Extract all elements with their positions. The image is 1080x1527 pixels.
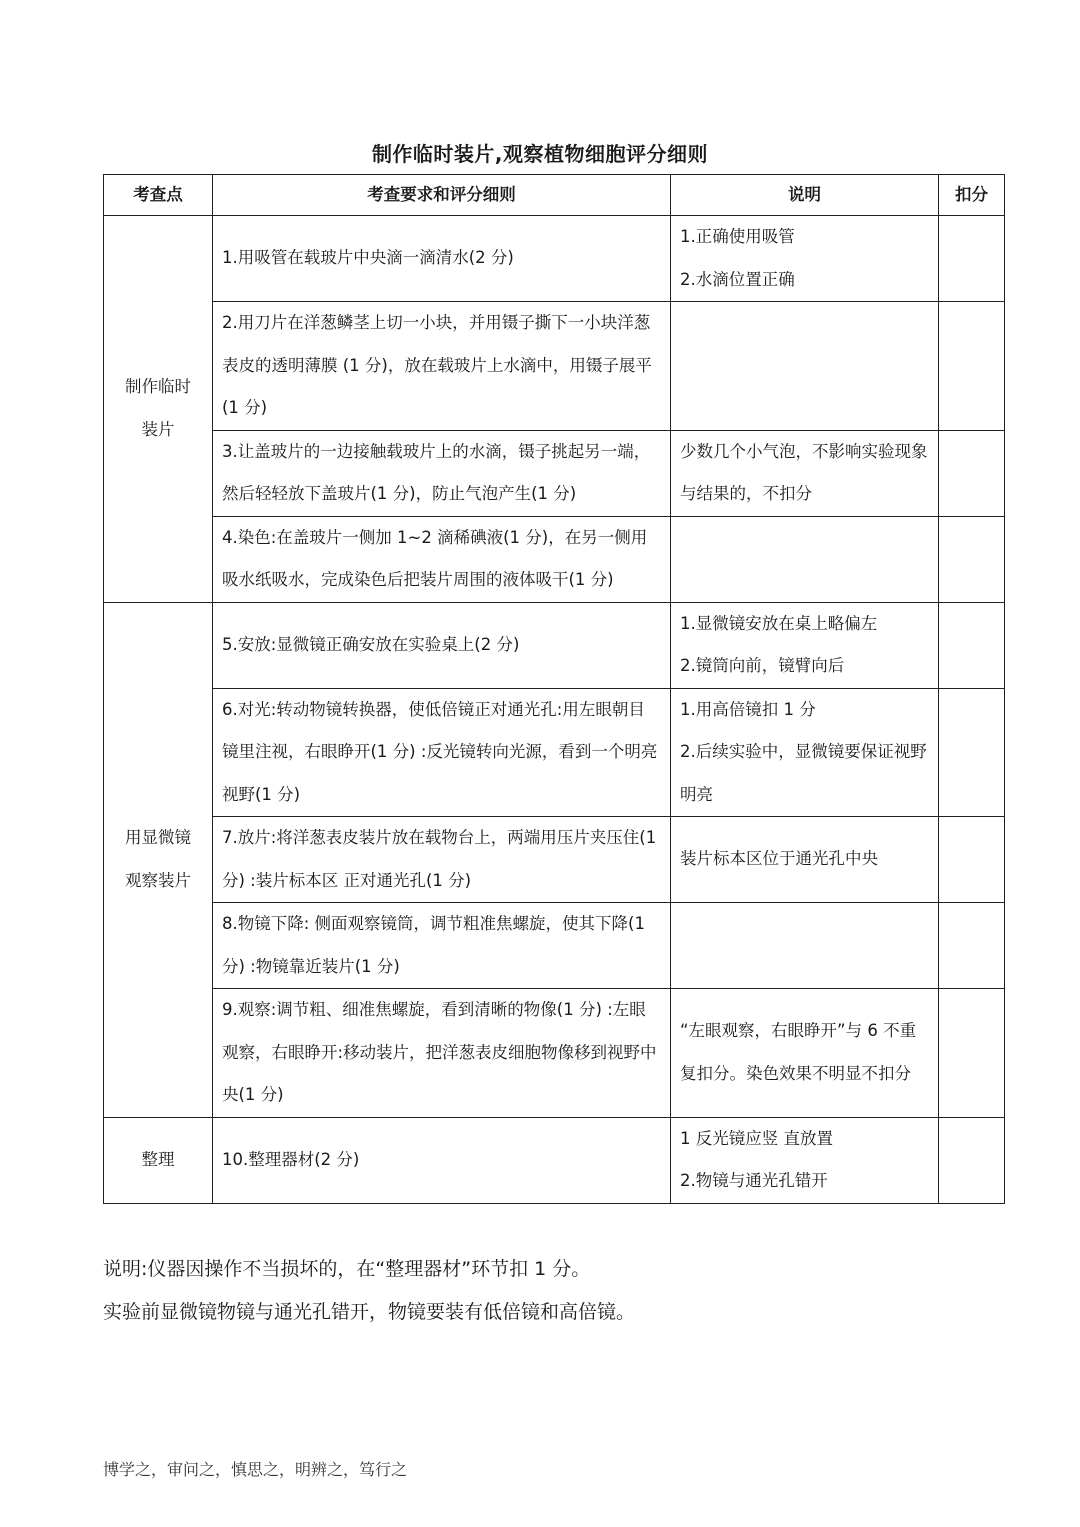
- table-header-row: [104, 175, 1005, 216]
- requirement-cell: 7.放片:将洋葱表皮装片放在载物台上，两端用压片夹压住(1 分) :装片标本区 正对通光孔(1 分): [213, 817, 671, 903]
- deduction-cell[interactable]: [939, 903, 1005, 989]
- explanation-cell: [671, 688, 939, 817]
- deduction-cell[interactable]: [939, 516, 1005, 602]
- explanation-cell: 少数几个小气泡，不影响实验现象与结果的，不扣分: [671, 430, 939, 516]
- table-row: [104, 516, 1005, 602]
- header-check-point: 考查点: [104, 175, 213, 216]
- explanation-cell: [671, 216, 939, 302]
- requirement-cell: 3.让盖玻片的一边接触载玻片上的水滴，镊子挑起另一端，然后轻轻放下盖玻片(1 分)，防止气泡产生(1 分): [213, 430, 671, 516]
- deduction-cell[interactable]: [939, 302, 1005, 431]
- header-requirements: 考查要求和评分细则: [213, 175, 671, 216]
- requirement-cell: 8.物镜下降: 侧面观察镜筒，调节粗准焦螺旋，使其下降(1 分) :物镜靠近装片(1 分): [213, 903, 671, 989]
- deduction-cell[interactable]: [939, 688, 1005, 817]
- requirement-cell: 9.观察:调节粗、细准焦螺旋，看到清晰的物像(1 分) :左眼观察，右眼睁开:移动装片，把洋葱表皮细胞物像移到视野中央(1 分): [213, 989, 671, 1118]
- deduction-cell[interactable]: [939, 602, 1005, 688]
- explanation-cell: [671, 1117, 939, 1203]
- deduction-cell[interactable]: [939, 817, 1005, 903]
- section-name-tidy-up: [104, 1117, 213, 1203]
- notes: [103, 1248, 1003, 1334]
- table-row: [104, 602, 1005, 688]
- explanation-cell: [671, 516, 939, 602]
- explanation-cell: [671, 602, 939, 688]
- note-line: 说明:仪器因操作不当损坏的，在“整理器材”环节扣 1 分。: [103, 1258, 591, 1280]
- deduction-cell[interactable]: [939, 216, 1005, 302]
- table-row: [104, 989, 1005, 1118]
- note-line: 实验前显微镜物镜与通光孔错开，物镜要装有低倍镜和高倍镜。: [103, 1301, 636, 1323]
- explanation-line: 2.镜筒向前，镜臂向后: [680, 656, 845, 675]
- section-name-line: 制作临时: [125, 377, 191, 397]
- section-name-line: 用显微镜: [125, 828, 191, 847]
- rubric-table: [103, 174, 1005, 1204]
- explanation-cell: [671, 903, 939, 989]
- explanation-line: 2.后续实验中，显微镜要保证视野明亮: [680, 742, 927, 804]
- document-title: 制作临时装片,观察植物细胞评分细则: [371, 142, 709, 166]
- footer-motto: 博学之，审问之，慎思之，明辨之，笃行之: [103, 1460, 408, 1479]
- section-name-line: 装片: [141, 419, 175, 439]
- explanation-line: 2.物镜与通光孔错开: [680, 1171, 828, 1190]
- requirement-cell: 5.安放:显微镜正确安放在实验桌上(2 分): [213, 602, 671, 688]
- explanation-cell: 装片标本区位于通光孔中央: [671, 817, 939, 903]
- table-row: [104, 688, 1005, 817]
- section-name-line: 整理: [141, 1149, 175, 1169]
- requirement-cell: 2.用刀片在洋葱鳞茎上切一小块，并用镊子撕下一小块洋葱表皮的透明薄膜 (1 分)，放在载玻片上水滴中，用镊子展平(1 分): [213, 302, 671, 431]
- section-name-prepare-slide: [104, 216, 213, 603]
- deduction-cell[interactable]: [939, 430, 1005, 516]
- explanation-cell: [671, 302, 939, 431]
- requirement-cell: 4.染色:在盖玻片一侧加 1~2 滴稀碘液(1 分)，在另一侧用吸水纸吸水，完成染色后把装片周围的液体吸干(1 分): [213, 516, 671, 602]
- explanation-line: 1 反光镜应竖 直放置: [680, 1128, 833, 1148]
- header-deduction: 扣分: [939, 175, 1005, 216]
- explanation-line: 2.水滴位置正确: [680, 269, 795, 289]
- table-row: [104, 903, 1005, 989]
- table-row: [104, 430, 1005, 516]
- table-row: [104, 216, 1005, 302]
- explanation-line: 1.正确使用吸管: [680, 227, 795, 246]
- requirement-cell: 10.整理器材(2 分): [213, 1117, 671, 1203]
- table-row: [104, 302, 1005, 431]
- table-row: [104, 1117, 1005, 1203]
- header-explanation: 说明: [671, 175, 939, 216]
- explanation-line: 1.显微镜安放在桌上略偏左: [680, 613, 878, 633]
- requirement-cell: 6.对光:转动物镜转换器，使低倍镜正对通光孔:用左眼朝目镜里注视，右眼睁开(1 分) :反光镜转向光源，看到一个明亮视野(1 分): [213, 688, 671, 817]
- explanation-line: 1.用高倍镜扣 1 分: [680, 699, 816, 719]
- table-row: [104, 817, 1005, 903]
- requirement-cell: 1.用吸管在载玻片中央滴一滴清水(2 分): [213, 216, 671, 302]
- section-name-microscope: [104, 602, 213, 1117]
- deduction-cell[interactable]: [939, 989, 1005, 1118]
- deduction-cell[interactable]: [939, 1117, 1005, 1203]
- explanation-cell: “左眼观察，右眼睁开”与 6 不重复扣分。染色效果不明显不扣分: [671, 989, 939, 1118]
- section-name-line: 观察装片: [125, 870, 191, 890]
